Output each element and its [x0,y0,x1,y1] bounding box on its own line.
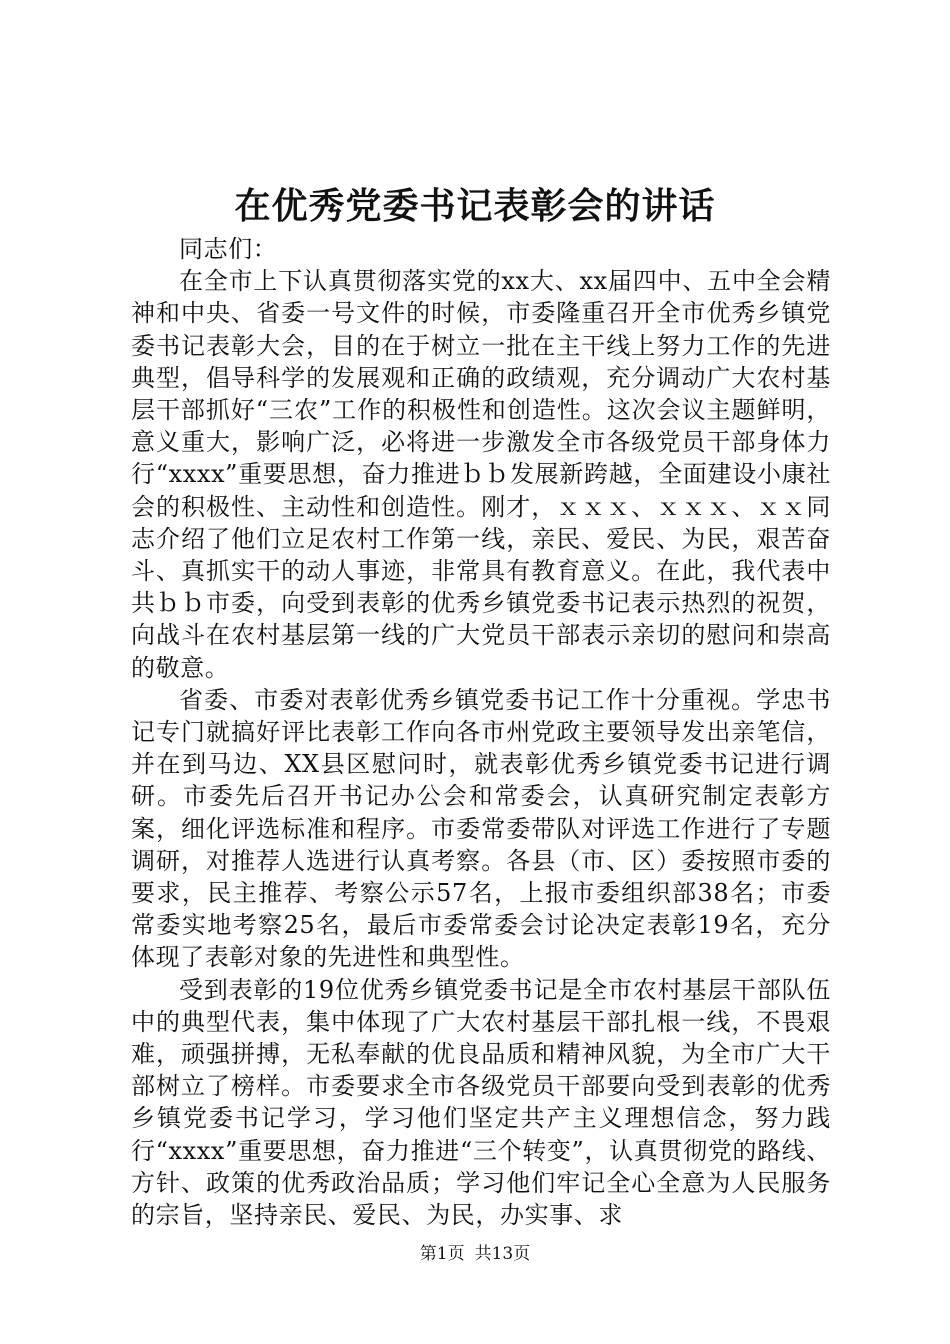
document-title: 在优秀党委书记表彰会的讲话 [234,185,716,227]
paragraph-3: 受到表彰的19位优秀乡镇党委书记是全市农村基层干部队伍中的典型代表，集中体现了广大农村基层干部扎根一线，不畏艰难，顽强拼搏，无私奉献的优良品质和精神风貌，为全市广大干部树立了榜样。市委要求全市各级党员干部要向受到表彰的优秀乡镇党委书记学习，学习他们坚定共产主义理想信念，努力践行“xxxx”重要思想，奋力推进“三个转变”，认真贯彻党的路线、方针、政策的优秀政治品质；学习他们牢记全心全意为人民服务的宗旨，坚持亲民、爱民、为民，办实事、求 [131,975,831,1230]
page-number: 第1页 [419,1244,465,1264]
paragraph-2: 省委、市委对表彰优秀乡镇党委书记工作十分重视。学忠书记专门就搞好评比表彰工作向各市州党政主要领导发出亲笔信，并在到马边、XX县区慰问时，就表彰优秀乡镇党委书记进行调研。市委先后召开书记办公会和常委会，认真研究制定表彰方案，细化评选标准和程序。市委常委带队对评选工作进行了专题调研，对推荐人选进行认真考察。各县（市、区）委按照市委的要求，民主推荐、考察公示57名，上报市委组织部38名；市委常委实地考察25名，最后市委常委会讨论决定表彰19名，充分体现了表彰对象的先进性和典型性。 [131,685,831,972]
salutation: 同志们： [179,235,278,263]
document-body [131,233,831,1231]
paragraph-1: 在全市上下认真贯彻落实党的xx大、xx届四中、五中全会精神和中央、省委一号文件的时候，市委隆重召开全市优秀乡镇党委书记表彰大会，目的在于树立一批在主干线上努力工作的先进典型，倡导科学的发展观和正确的政绩观，充分调动广大农村基层干部抓好“三农”工作的积极性和创造性。这次会议主题鲜明，意义重大，影响广泛，必将进一步激发全市各级党员干部身体力行“xxxx”重要思想，奋力推进ｂｂ发展新跨越，全面建设小康社会的积极性、主动性和创造性。刚才，ｘｘｘ、ｘｘｘ、ｘｘ同志介绍了他们立足农村工作第一线，亲民、爱民、为民，艰苦奋斗、真抓实干的动人事迹，非常具有教育意义。在此，我代表中共ｂｂ市委，向受到表彰的优秀乡镇党委书记表示热烈的祝贺，向战斗在农村基层第一线的广大党员干部表示亲切的慰问和崇高的敬意。 [131,267,831,682]
page-total: 共13页 [474,1244,531,1264]
page-footer [0,1242,950,1266]
